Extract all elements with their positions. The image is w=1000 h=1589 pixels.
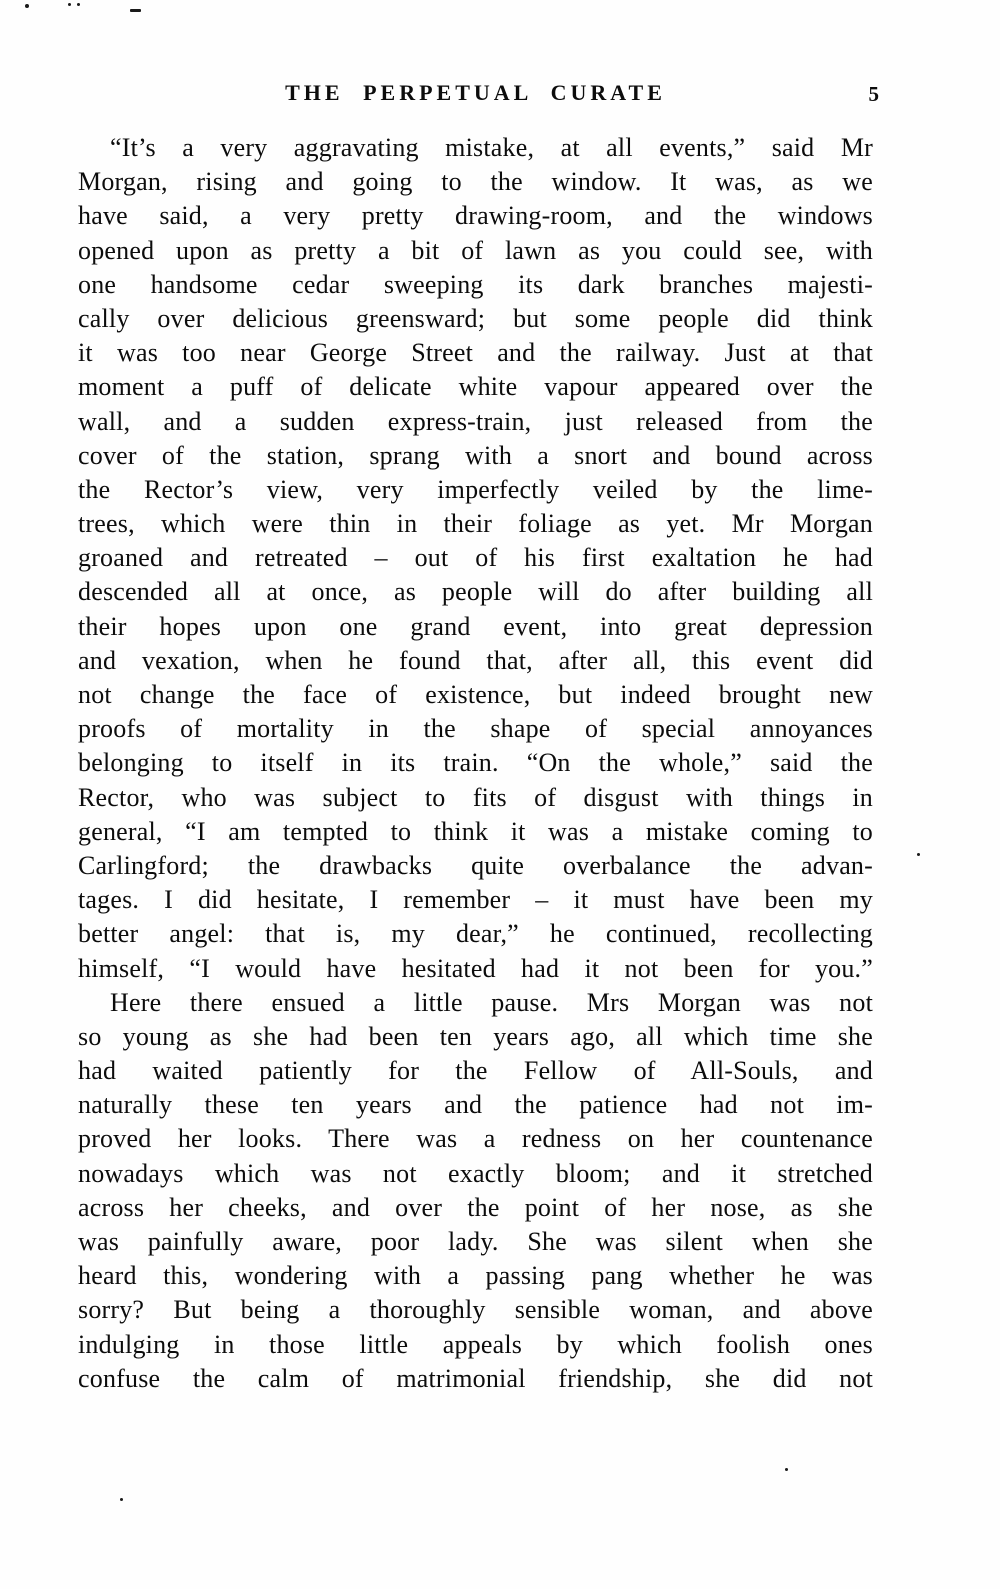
- text-line: trees, which were thin in their foliage as yet. Mr Morgan: [78, 509, 873, 539]
- paragraph: [78, 986, 873, 1396]
- text-line: opened upon as pretty a bit of lawn as you could see, with: [78, 235, 873, 265]
- text-line: belonging to itself in its train. “On the whole,” said the: [78, 748, 873, 778]
- scan-artifact-dot: [917, 853, 920, 856]
- running-head: [78, 80, 879, 110]
- text-line: it was too near George Street and the railway. Just at that: [78, 338, 873, 368]
- page-title: THE PERPETUAL CURATE: [285, 80, 666, 105]
- text-line: their hopes upon one grand event, into great depression: [78, 611, 873, 641]
- text-line: moment a puff of delicate white vapour appeared over the: [78, 372, 873, 402]
- text-line: general, “I am tempted to think it was a mistake coming to: [78, 816, 873, 846]
- body-text: [78, 131, 873, 1396]
- text-line: tages. I did hesitate, I remember – it must have been my: [78, 885, 873, 915]
- text-line: and vexation, when he found that, after all, this event did: [78, 645, 873, 675]
- scan-artifact-dash: [130, 9, 141, 12]
- text-line: the Rector’s view, very imperfectly veiled by the lime-: [78, 474, 873, 504]
- text-line: Morgan, rising and going to the window. It was, as we: [78, 167, 873, 197]
- text-line: sorry? But being a thoroughly sensible woman, and above: [78, 1295, 873, 1325]
- text-line: Carlingford; the drawbacks quite overbalance the advan-: [78, 850, 873, 880]
- text-line: cover of the station, sprang with a snort and bound across: [78, 440, 873, 470]
- text-line: groaned and retreated – out of his first exaltation he had: [78, 543, 873, 573]
- text-line: heard this, wondering with a passing pang whether he was: [78, 1261, 873, 1291]
- text-line: descended all at once, as people will do after building all: [78, 577, 873, 607]
- text-line: proved her looks. There was a redness on her countenance: [78, 1124, 873, 1154]
- text-line: so young as she had been ten years ago, all which time she: [78, 1021, 873, 1051]
- text-line: naturally these ten years and the patience had not im-: [78, 1090, 873, 1120]
- text-line: “It’s a very aggravating mistake, at all events,” said Mr: [110, 133, 873, 162]
- text-line: was painfully aware, poor lady. She was silent when she: [78, 1227, 873, 1256]
- text-line: across her cheeks, and over the point of her nose, as she: [78, 1192, 873, 1222]
- text-line: better angel: that is, my dear,” he continued, recollecting: [78, 919, 873, 949]
- text-line: cally over delicious greensward; but some people did think: [78, 303, 873, 333]
- text-line: proofs of mortality in the shape of special annoyances: [78, 714, 873, 744]
- text-line: nowadays which was not exactly bloom; and it stretched: [78, 1158, 873, 1188]
- text-line: had waited patiently for the Fellow of All-Souls, and: [78, 1056, 873, 1086]
- text-line: Here there ensued a little pause. Mrs Morgan was not: [110, 987, 873, 1017]
- scan-artifact-dot: [68, 3, 71, 6]
- paragraph: [78, 131, 873, 986]
- scan-artifact-dot: [25, 4, 29, 8]
- text-line: not change the face of existence, but indeed brought new: [78, 680, 873, 709]
- page-number: 5: [868, 82, 879, 106]
- text-line: Rector, who was subject to fits of disgust with things in: [78, 782, 873, 812]
- scan-artifact-dot: [785, 1468, 788, 1471]
- text-line: wall, and a sudden express-train, just released from the: [78, 406, 873, 436]
- text-line: indulging in those little appeals by which foolish ones: [78, 1329, 873, 1359]
- scan-artifact-dot: [77, 3, 80, 6]
- scan-artifact-dot: [120, 1498, 123, 1501]
- text-line: himself, “I would have hesitated had it not been for you.”: [78, 953, 873, 983]
- text-line: one handsome cedar sweeping its dark branches majesti-: [78, 269, 873, 299]
- text-line: have said, a very pretty drawing-room, and the windows: [78, 201, 873, 231]
- text-line: confuse the calm of matrimonial friendship, she did not: [78, 1363, 873, 1393]
